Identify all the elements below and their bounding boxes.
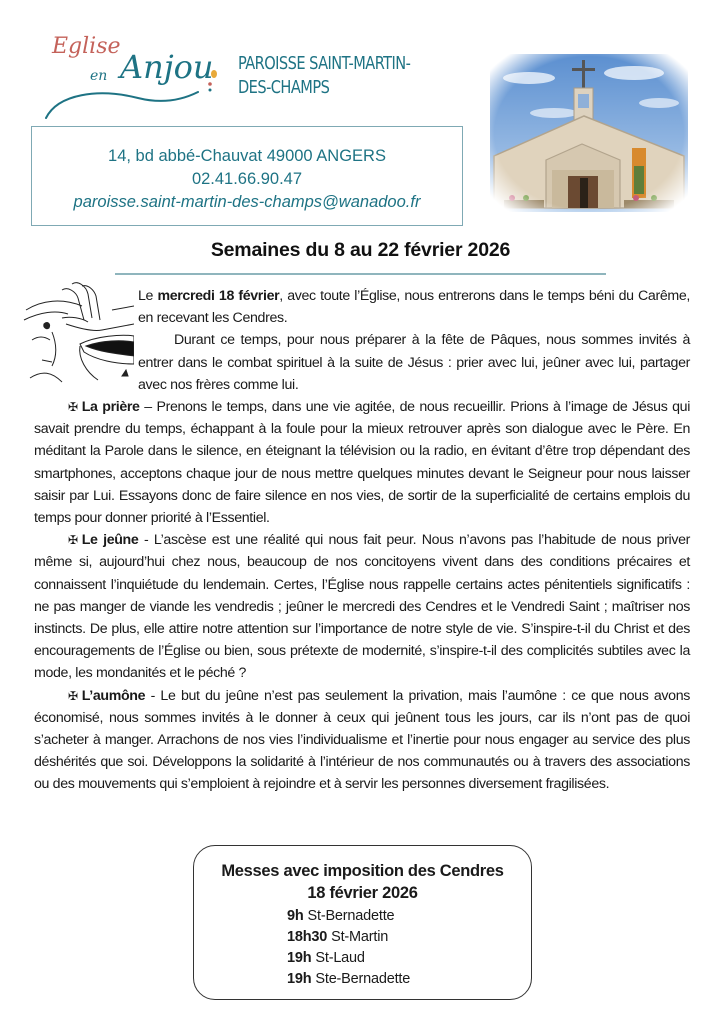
intro-date-bold: mercredi 18 février	[157, 288, 280, 304]
section-heading: La prière	[81, 399, 140, 415]
parish-name-line1: PAROISSE SAINT-MARTIN-	[238, 53, 411, 74]
mass-time: 19h	[287, 971, 312, 987]
address: 14, bd abbé-Chauvat 49000 ANGERS	[108, 147, 386, 165]
maltese-cross-icon: ✠	[68, 688, 78, 703]
maltese-cross-icon: ✠	[68, 533, 78, 548]
parish-name	[238, 52, 454, 100]
section-jeune	[34, 529, 690, 684]
intro-rest: , avec toute l’Église, nous entrerons dans le temps béni du Carême, en recevant les Cendres.	[138, 288, 690, 327]
lent-sections	[34, 396, 690, 796]
section-heading: L’aumône	[81, 687, 146, 704]
phone[interactable]: 02.41.66.90.47	[191, 170, 303, 188]
teal-dot-icon	[209, 89, 212, 92]
mass-item	[287, 906, 531, 927]
mass-place: St-Laud	[315, 950, 365, 966]
intro-prefix: Le	[138, 288, 158, 304]
page-title: Semaines du 8 au 22 février 2026	[210, 239, 511, 261]
eglise-en-anjou-logo	[38, 32, 228, 122]
section-text: L’ascèse est une réalité qui nous fait peur. Nous n’avons pas l’habitude de nous priver même si, aujourd’hui chez nous, beaucoup de nos concitoyens vivent dans des conditions précaires et connaissent l’inquiétude du lendemain. Certes, l’Église nous rappelle certains actes pénitentiels significatifs : ne pas manger de viande les vendredis ; jeûner le mercredi des Cendres et le Vendredi Saint ; maîtriser nos instincts. De plus, elle attire notre attention sur l’importance de notre style de vie. S’inspire-t-il du Christ et des encouragements de l’Église ou bien, sous prétexte de modernité, s’inspire-t-il des complicités subtiles avec la mode, les mondanités et le péché ?	[34, 532, 690, 682]
section-text: Prenons le temps, dans une vie agitée, de nous recueillir. Prions à l’image de Jésus qui savait prendre du temps, échappant à la foule pour la mieux retrouver après son dialogue avec le Père. En méditant la Parole dans le silence, en éteignant la télévision ou la radio, en évitant d’être trop dépendant des smartphones, acceptons chaque jour de nous mettre quelques minutes devant le Seigneur pour nous laisser saisir par Lui. Essayons donc de faire silence en nos vies, de sortir de la superficialité de certains emplois du temps pour donner priorité à l’Essentiel.	[34, 399, 691, 527]
intro-paragraph-1	[138, 285, 690, 329]
mass-item	[287, 969, 531, 990]
section-priere	[34, 396, 690, 529]
mass-schedule-box	[193, 845, 532, 1000]
section-heading: Le jeûne	[81, 532, 139, 549]
maltese-cross-icon: ✠	[68, 400, 78, 414]
section-dash: -	[138, 532, 154, 549]
intro-text	[138, 285, 690, 396]
mass-time: 19h	[287, 950, 312, 966]
mass-list	[287, 906, 531, 990]
logo-eglise: Eglise	[52, 34, 121, 59]
title-separator	[115, 273, 606, 275]
section-aumone	[34, 685, 690, 796]
email-link[interactable]: paroisse.saint-martin-des-champs@wanadoo.fr	[73, 193, 421, 211]
section-dash: -	[145, 687, 161, 704]
mass-place: St-Bernadette	[307, 908, 395, 924]
parish-name-line2: DES-CHAMPS	[238, 77, 330, 98]
section-text: Le but du jeûne n’est pas seulement la privation, mais l’aumône : ce que nous avons économisé, nous sommes invités à le donner à ceux qui jeûnent tous les jours, car ils n’ont pas de quoi s’acheter à manger. Arrachons de nos vies l’individualisme et l’inertie pour nous engager au service des plus déshérités que soi. Développons la solidarité à l’intérieur de nos communautés ou à travers des associations ou des mouvements qui s’emploient à rejoindre et à servir les personnes diversement fragilisées.	[34, 687, 690, 793]
intro-paragraph-2: Durant ce temps, pour nous préparer à la fête de Pâques, nous sommes invités à entrer dans le combat spirituel à la suite de Jésus : prier avec lui, jeûner avec lui, partager avec nos frères comme lui.	[138, 332, 690, 393]
mass-item	[287, 948, 531, 969]
section-dash: –	[139, 399, 157, 415]
mass-time: 9h	[287, 908, 304, 924]
mass-schedule-title: Messes avec imposition des Cendres	[221, 862, 504, 880]
mass-schedule-date: 18 février 2026	[307, 884, 418, 902]
mass-item	[287, 927, 531, 948]
imposition-of-ashes-icon	[22, 280, 134, 385]
mass-place: St-Martin	[331, 929, 389, 945]
church-illustration-icon	[484, 48, 694, 218]
contact-box	[31, 126, 463, 226]
logo-en: en	[90, 68, 108, 84]
mass-place: Ste-Bernadette	[315, 971, 411, 987]
church-photo	[484, 48, 694, 218]
ashes-illustration	[22, 280, 134, 385]
mass-time: 18h30	[287, 929, 328, 945]
logo-anjou: Anjou	[120, 48, 214, 86]
